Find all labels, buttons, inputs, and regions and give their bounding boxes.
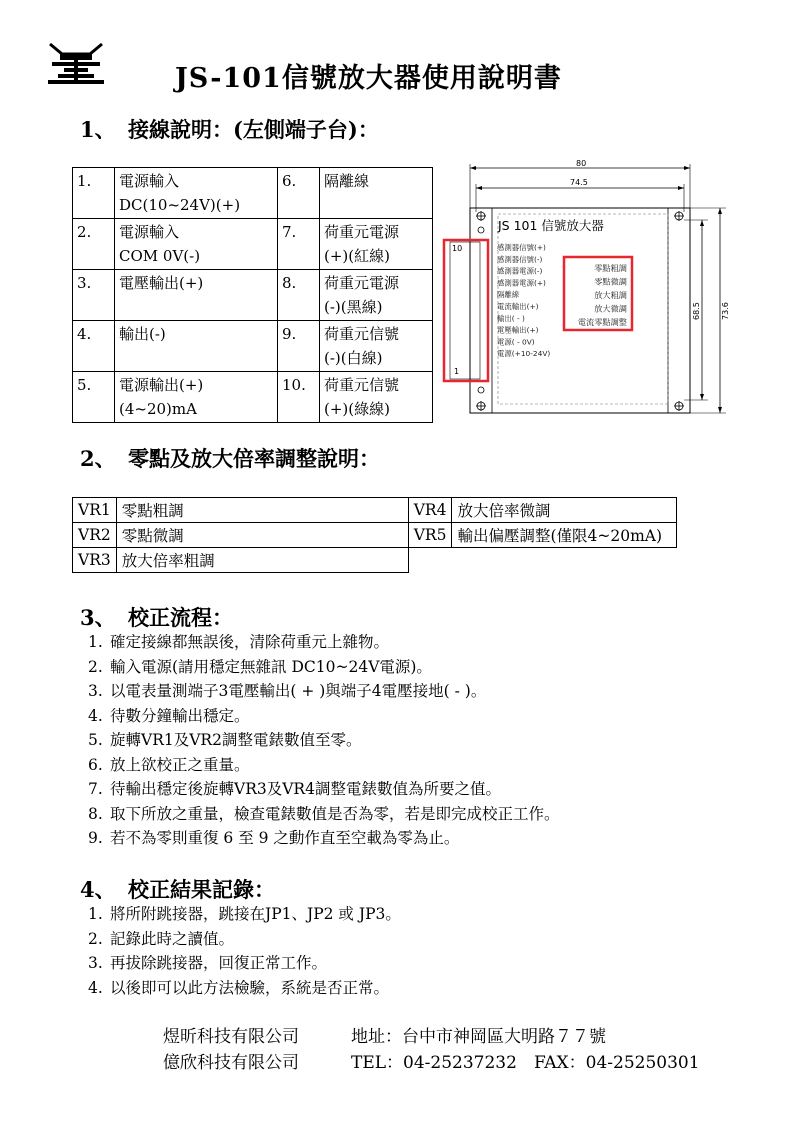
terminal-function-label: 電流輸出(+) xyxy=(497,302,539,311)
terminal-function-label: 電壓輸出(+) xyxy=(497,325,539,335)
table-cell xyxy=(115,168,278,219)
table-cell: 零點微調 xyxy=(116,523,408,548)
record-step-text: 將所附跳接器，跳接在JP1、JP2 或 JP3。 xyxy=(110,905,401,923)
cell-text: 6. xyxy=(282,172,297,190)
table-row xyxy=(73,548,677,573)
cell-text xyxy=(324,193,428,217)
module-name-label: JS 101 信號放大器 xyxy=(498,218,604,233)
table-cell xyxy=(115,321,278,372)
cell-text: 9. xyxy=(282,325,297,343)
table-cell xyxy=(278,219,320,270)
cell-text: 3. xyxy=(77,274,92,292)
cell-text: 荷重元信號 xyxy=(324,325,400,343)
potentiometer-label: 零點粗調 xyxy=(594,263,627,273)
company-name-2: 億欣科技有限公司 xyxy=(163,1053,299,1073)
section-4-heading: 4、 校正結果記錄： xyxy=(80,877,275,902)
potentiometer-label: 零點微調 xyxy=(594,276,627,287)
footer xyxy=(163,1024,700,1076)
dimension-right-outer-label: 73.6 xyxy=(721,302,730,320)
list-item: 9. 若不為零則重復 6 至 9 之動作直至空載為零為止。 xyxy=(88,829,460,847)
table-cell xyxy=(320,168,433,219)
table-cell xyxy=(278,321,320,372)
cell-text: 隔離線 xyxy=(324,172,370,190)
cell-text: 4. xyxy=(77,325,92,343)
cell-text: (+)(紅線) xyxy=(324,247,390,265)
list-item: 4. 待數分鐘輸出穩定。 xyxy=(88,706,250,725)
table-cell xyxy=(278,270,320,321)
potentiometer-label: 放大微調 xyxy=(594,303,627,314)
address-text: 地址：台中市神岡區大明路７７號 xyxy=(351,1027,606,1047)
cell-text: 電壓輸出(+) xyxy=(119,274,204,292)
table-cell: VR2 xyxy=(73,523,117,548)
cell-text: (-)(黑線) xyxy=(324,298,383,316)
list-item: 2. 記錄此時之讀值。 xyxy=(88,929,235,948)
table-row xyxy=(73,321,433,372)
cell-text: (4~20)mA xyxy=(119,400,197,418)
list-item: 3. 再拔除跳接器，回復正常工作。 xyxy=(88,954,328,972)
cell-text xyxy=(119,346,273,370)
list-item: 4. 以後即可以此方法檢驗，系統是否正常。 xyxy=(88,978,390,997)
table-cell: 零點粗調 xyxy=(116,498,408,523)
list-item: 1. 將所附跳接器，跳接在JP1、JP2 或 JP3。 xyxy=(88,905,401,923)
table-row xyxy=(73,523,677,548)
cell-text: (-)(白線) xyxy=(324,349,383,367)
company-name-1: 煜昕科技有限公司 xyxy=(163,1027,299,1047)
wiring-table xyxy=(72,167,433,423)
table-cell xyxy=(73,321,115,372)
terminal-function-label: 感測器電源(-) xyxy=(497,266,543,276)
table-cell xyxy=(115,372,278,423)
procedure-step-text: 放上欲校正之重量。 xyxy=(110,755,250,774)
procedure-step-text: 以電表量測端子3電壓輸出( + )與端子4電壓接地( - )。 xyxy=(110,682,487,700)
table-cell: VR1 xyxy=(73,498,117,523)
table-cell xyxy=(320,219,433,270)
cell-text: 5. xyxy=(77,376,92,394)
table-cell: 放大倍率粗調 xyxy=(116,548,408,573)
module-diagram xyxy=(440,158,740,423)
vr-table xyxy=(72,497,677,573)
terminal-block-highlight xyxy=(444,240,488,381)
cell-text: 8. xyxy=(282,274,297,292)
table-cell: 放大倍率微調 xyxy=(452,498,677,523)
section-3-heading: 3、 校正流程： xyxy=(80,605,233,630)
cell-text: 荷重元電源 xyxy=(324,274,400,292)
table-cell: 輸出偏壓調整(僅限4~20mA) xyxy=(452,523,677,548)
table-row xyxy=(73,270,433,321)
terminal-function-label: 感測器電源(+) xyxy=(497,278,546,288)
table-cell xyxy=(73,219,115,270)
dimension-inner-label: 74.5 xyxy=(570,178,588,187)
list-item: 3. 以電表量測端子3電壓輸出( + )與端子4電壓接地( - )。 xyxy=(88,682,487,700)
table-cell: VR4 xyxy=(408,498,452,523)
list-item: 8. 取下所放之重量，檢查電錶數值是否為零，若是即完成校正工作。 xyxy=(88,804,560,823)
table-row xyxy=(73,498,677,523)
cell-text: 輸出(-) xyxy=(119,325,166,343)
cell-text: 電源輸入 xyxy=(119,223,180,241)
record-list xyxy=(88,902,401,1000)
record-step-text: 以後即可以此方法檢驗，系統是否正常。 xyxy=(110,978,390,997)
procedure-list xyxy=(88,630,560,851)
terminal-function-label: 感測器信號(+) xyxy=(497,243,546,252)
terminal-10-label: 10 xyxy=(452,244,463,253)
procedure-step-text: 旋轉VR1及VR2調整電錶數值至零。 xyxy=(110,731,362,749)
cell-text: COM 0V(-) xyxy=(119,247,201,265)
section-2-heading: 2、 零點及放大倍率調整說明： xyxy=(80,446,380,471)
company-logo xyxy=(44,40,108,86)
table-cell xyxy=(115,270,278,321)
list-item: 2. 輸入電源(請用穩定無雜訊 DC10~24V電源)。 xyxy=(88,657,432,676)
terminal-function-label: 隔離線 xyxy=(497,290,520,300)
table-row xyxy=(73,372,433,423)
terminal-function-label: 電源(+10-24V) xyxy=(497,349,551,359)
cell-text: 1. xyxy=(77,172,92,190)
cell-text: 10. xyxy=(282,376,306,394)
procedure-step-text: 若不為零則重復 6 至 9 之動作直至空載為零為止。 xyxy=(110,829,460,847)
record-step-text: 再拔除跳接器，回復正常工作。 xyxy=(110,954,328,972)
dimension-top-label: 80 xyxy=(576,159,587,168)
table-cell xyxy=(320,372,433,423)
list-item: 5. 旋轉VR1及VR2調整電錶數值至零。 xyxy=(88,731,362,749)
cell-text: (+)(綠線) xyxy=(324,400,390,418)
potentiometer-label: 電流零點調整 xyxy=(577,317,627,327)
potentiometer-label: 放大粗調 xyxy=(594,290,627,300)
page-title: JS-101信號放大器使用說明書 xyxy=(175,63,562,94)
cell-text: 荷重元電源 xyxy=(324,223,400,241)
procedure-step-text: 待輸出穩定後旋轉VR3及VR4調整電錶數值為所要之值。 xyxy=(110,780,501,798)
table-cell xyxy=(73,270,115,321)
cell-text: 電源輸出(+) xyxy=(119,376,204,394)
record-step-text: 記錄此時之讀值。 xyxy=(110,929,235,948)
procedure-step-text: 取下所放之重量，檢查電錶數值是否為零，若是即完成校正工作。 xyxy=(110,804,560,823)
table-cell xyxy=(73,168,115,219)
table-cell xyxy=(115,219,278,270)
terminal-1-label: 1 xyxy=(454,367,460,376)
cell-text: 荷重元信號 xyxy=(324,376,400,394)
list-item: 7. 待輸出穩定後旋轉VR3及VR4調整電錶數值為所要之值。 xyxy=(88,780,501,798)
procedure-step-text: 待數分鐘輸出穩定。 xyxy=(110,706,250,725)
table-row xyxy=(73,168,433,219)
section-1-heading: 1、 接線說明：(左側端子台)： xyxy=(80,117,379,142)
table-cell: VR5 xyxy=(408,523,452,548)
procedure-step-text: 輸入電源(請用穩定無雜訊 DC10~24V電源)。 xyxy=(110,657,432,676)
table-cell xyxy=(320,321,433,372)
procedure-step-text: 確定接線都無誤後，清除荷重元上雜物。 xyxy=(110,633,390,651)
table-row xyxy=(73,219,433,270)
dimension-right-inner-label: 68.5 xyxy=(692,302,701,320)
table-cell: VR3 xyxy=(73,548,117,573)
cell-text: DC(10~24V)(+) xyxy=(119,196,241,214)
cell-text: 電源輸入 xyxy=(119,172,180,190)
cell-text: 7. xyxy=(282,223,297,241)
table-cell xyxy=(320,270,433,321)
contact-text: TEL：04-25237232 FAX：04-25250301 xyxy=(351,1053,700,1073)
terminal-function-label: 電源( - 0V) xyxy=(497,337,535,347)
table-cell xyxy=(73,372,115,423)
table-cell xyxy=(278,168,320,219)
list-item: 6. 放上欲校正之重量。 xyxy=(88,755,250,774)
list-item: 1. 確定接線都無誤後，清除荷重元上雜物。 xyxy=(88,633,390,651)
cell-text: 2. xyxy=(77,223,92,241)
terminal-function-label: 輸出( - ) xyxy=(497,313,525,323)
cell-text xyxy=(119,295,273,319)
table-cell xyxy=(278,372,320,423)
terminal-function-label: 感測器信號(-) xyxy=(497,254,543,264)
